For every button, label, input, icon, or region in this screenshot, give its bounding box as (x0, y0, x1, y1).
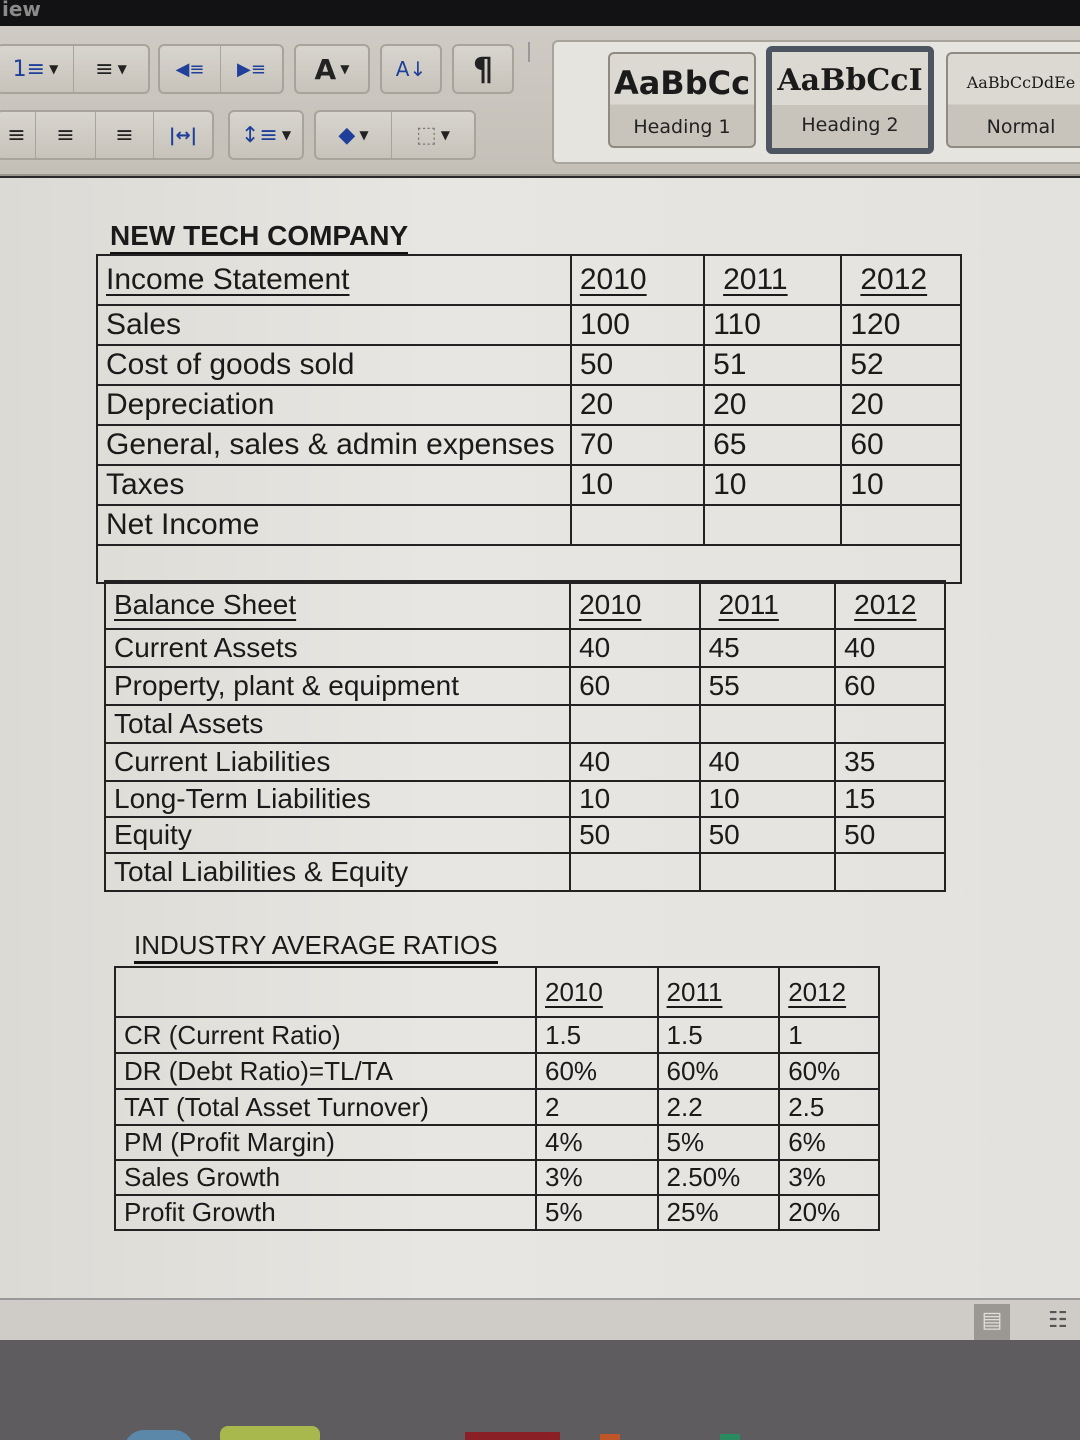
style-heading-1[interactable] (608, 52, 756, 148)
table-row: General, sales & admin expenses 70 65 60 (97, 425, 961, 465)
sort-group (380, 44, 442, 94)
table-row: Net Income (97, 505, 961, 545)
style-sample: AaBbCcDdEe (966, 73, 1076, 92)
decrease-indent-button[interactable] (160, 46, 221, 92)
table-row: Current Assets 40 45 40 (105, 629, 945, 667)
style-sample: AaBbCc (613, 64, 751, 102)
chevron-down-icon[interactable]: ▼ (340, 62, 350, 76)
table-row: Total Liabilities & Equity (105, 853, 945, 891)
style-name: Normal (986, 116, 1056, 138)
line-spacing-button[interactable] (230, 112, 302, 158)
table-header-row (105, 581, 945, 629)
reading-view-icon[interactable]: ☷ (1048, 1308, 1068, 1333)
table-row: Equity 50 50 50 (105, 817, 945, 853)
dock-app-icon[interactable] (124, 1430, 194, 1440)
window-menu-bar (0, 0, 1080, 26)
numbered-list-button[interactable] (0, 46, 74, 92)
header-cell: 2011 (658, 967, 780, 1017)
style-normal[interactable] (946, 52, 1080, 148)
table-row: Total Assets (105, 705, 945, 743)
shading-borders-group (314, 110, 476, 160)
table-row: Current Liabilities 40 40 35 (105, 743, 945, 781)
table-row: TAT (Total Asset Turnover) 2 2.2 2.5 (115, 1089, 879, 1125)
decrease-indent-icon: ◀≡ (175, 58, 205, 80)
document-page[interactable] (0, 178, 1080, 1298)
table-row: Depreciation 20 20 20 (97, 385, 961, 425)
table-row: Profit Growth 5% 25% 20% (115, 1195, 879, 1230)
shading-button[interactable] (316, 112, 392, 158)
header-cell: 2012 (841, 255, 961, 305)
table-row: Cost of goods sold 50 51 52 (97, 345, 961, 385)
style-name: Heading 2 (801, 114, 899, 136)
balance-sheet-table (104, 580, 946, 892)
line-spacing-group (228, 110, 304, 160)
table-row: Sales 100 110 120 (97, 305, 961, 345)
chevron-down-icon[interactable]: ▼ (49, 62, 59, 76)
table-row: Long-Term Liabilities 10 10 15 (105, 781, 945, 817)
industry-ratios-title: INDUSTRY AVERAGE RATIOS (134, 930, 498, 964)
chevron-down-icon[interactable]: ▼ (440, 128, 451, 142)
paint-bucket-icon: ◆ (338, 122, 356, 148)
style-heading-2[interactable] (766, 46, 934, 154)
align-center-button[interactable] (0, 112, 36, 158)
style-name: Heading 1 (633, 116, 731, 138)
header-cell: 2012 (835, 581, 945, 629)
borders-button[interactable] (392, 112, 474, 158)
change-font-size-button[interactable] (296, 46, 368, 92)
industry-ratios-table (114, 966, 880, 1231)
status-bar (0, 1298, 1080, 1340)
spacer-row (97, 545, 961, 583)
table-row: Property, plant & equipment 60 55 60 (105, 667, 945, 705)
quick-styles-gallery (552, 40, 1080, 164)
header-cell: 2011 (700, 581, 836, 629)
alignment-group (0, 110, 214, 160)
increase-indent-button[interactable] (221, 46, 282, 92)
align-center-icon: ≡ (7, 122, 26, 148)
header-cell: 2010 (570, 581, 700, 629)
multilevel-list-button[interactable] (74, 46, 148, 92)
font-grow-icon: A (314, 52, 337, 86)
header-cell: Income Statement (97, 255, 571, 305)
header-cell: Balance Sheet (105, 581, 570, 629)
table-header-row (97, 255, 961, 305)
table-row: Taxes 10 10 10 (97, 465, 961, 505)
dock-app-icon[interactable] (465, 1432, 560, 1440)
show-formatting-button[interactable] (454, 46, 512, 92)
header-cell: 2010 (571, 255, 704, 305)
align-right-button[interactable] (36, 112, 96, 158)
chevron-down-icon[interactable]: ▼ (359, 128, 369, 142)
table-row: DR (Debt Ratio)=TL/TA 60% 60% 60% (115, 1053, 879, 1089)
table-header-row (115, 967, 879, 1017)
menu-view-fragment[interactable]: iew (2, 0, 41, 21)
header-cell: 2012 (779, 967, 879, 1017)
table-row: PM (Profit Margin) 4% 5% 6% (115, 1125, 879, 1160)
numbered-list-icon: 1≡ (12, 56, 46, 82)
justify-icon: ≡ (115, 122, 134, 148)
sort-button[interactable] (382, 46, 440, 92)
multilevel-list-icon: ≡ (95, 56, 114, 82)
chevron-down-icon[interactable]: ▼ (281, 128, 292, 142)
dock-app-icon[interactable] (720, 1434, 740, 1440)
header-cell: 2011 (704, 255, 841, 305)
indent-group (158, 44, 284, 94)
print-layout-view-icon[interactable]: ▤ (974, 1304, 1010, 1340)
list-group (0, 44, 150, 94)
style-sample: AaBbCcI (777, 63, 923, 98)
distributed-button[interactable] (154, 112, 212, 158)
chevron-down-icon[interactable]: ▼ (117, 62, 127, 76)
pilcrow-icon: ¶ (472, 50, 494, 88)
income-statement-table (96, 254, 962, 584)
dock-app-icon[interactable] (600, 1434, 620, 1440)
formatting-marks-group (452, 44, 514, 94)
justify-button[interactable] (96, 112, 154, 158)
align-right-icon: ≡ (56, 122, 75, 148)
dock-app-icon[interactable] (220, 1426, 320, 1440)
header-cell (115, 967, 536, 1017)
table-row: CR (Current Ratio) 1.5 1.5 1 (115, 1017, 879, 1053)
dock (0, 1340, 1080, 1440)
company-title: NEW TECH COMPANY (110, 220, 408, 255)
header-cell: 2010 (536, 967, 658, 1017)
sort-icon: A↓ (395, 57, 427, 81)
distributed-icon: |↔| (168, 124, 198, 146)
increase-indent-icon: ▶≡ (237, 58, 266, 80)
borders-icon: ⬚ (415, 122, 437, 148)
font-size-group (294, 44, 370, 94)
divider (528, 42, 530, 62)
line-spacing-icon: ↕≡ (240, 122, 278, 148)
table-row: Sales Growth 3% 2.50% 3% (115, 1160, 879, 1195)
